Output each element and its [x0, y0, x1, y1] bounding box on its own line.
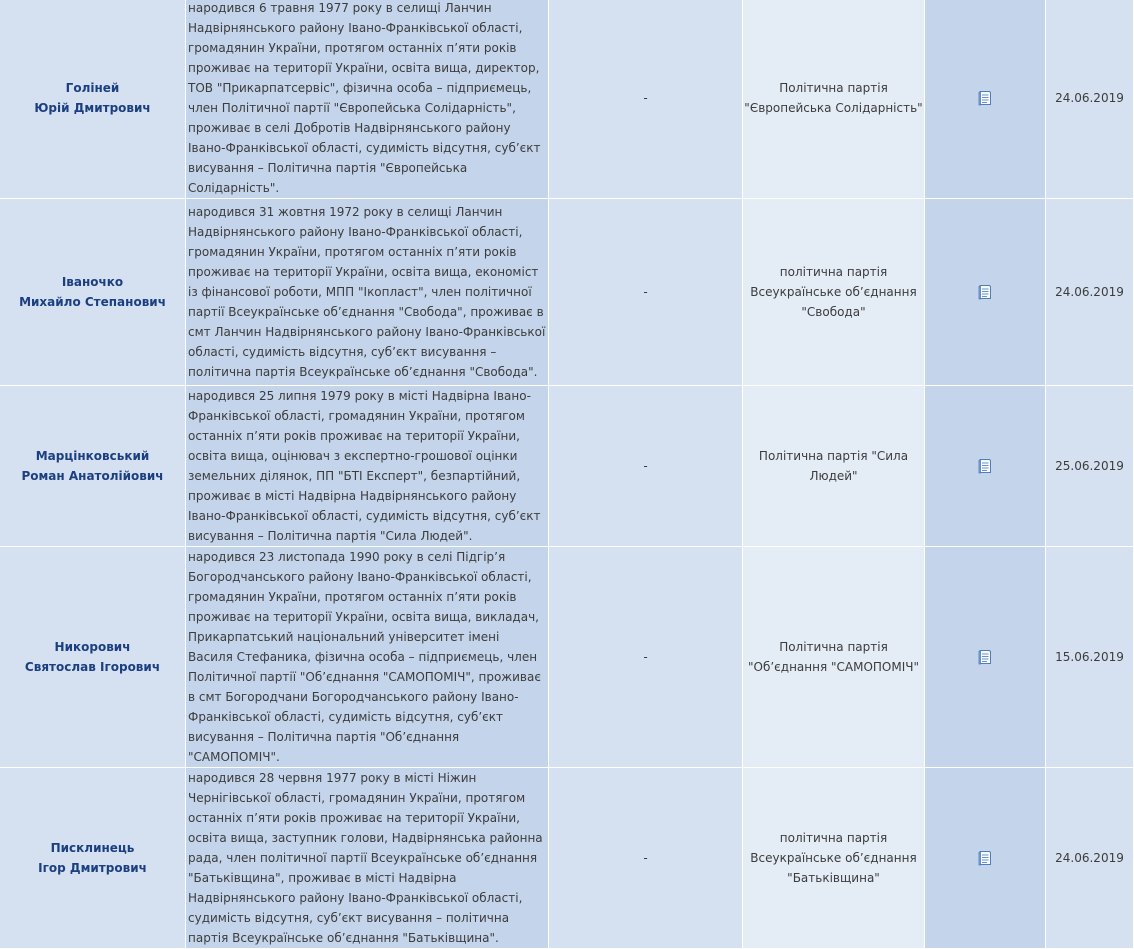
table-row — [0, 768, 1134, 949]
candidate-surname: Никорович — [54, 640, 131, 654]
candidate-given-names: Юрій Дмитрович — [34, 101, 151, 115]
nominating-party: політична партія Всеукраїнське об’єднання "Свобода" — [743, 199, 925, 386]
registration-date: 24.06.2019 — [1046, 199, 1134, 386]
empty-value: - — [549, 199, 743, 386]
nominating-party: Політична партія "Сила Людей" — [743, 386, 925, 547]
candidate-surname: Писклинець — [50, 841, 135, 855]
empty-value: - — [549, 547, 743, 768]
empty-value: - — [549, 386, 743, 547]
table-row — [0, 386, 1134, 547]
candidate-surname: Іваночко — [61, 275, 124, 289]
document-icon[interactable] — [977, 649, 993, 665]
candidate-bio: народився 6 травня 1977 року в селищі Ланчин Надвірнянського району Івано-Франківської області, громадянин України, протягом останніх п’яти років проживає на території України, освіта вища, директор, ТОВ "Прикарпатсервіс", фізична особа – підприємець, член Політичної партії "Європейська Солідарність", проживає в селі Добротів Надвірнянського району Івано-Франківської області, судимість відсутня, суб’єкт висування – Політична партія "Європейська Солідарність". — [186, 0, 549, 199]
candidate-bio: народився 31 жовтня 1972 року в селищі Ланчин Надвірнянського району Івано-Франківської області, громадянин України, протягом останніх п’яти років проживає на території України, освіта вища, економіст із фінансової роботи, МПП "Ікопласт", член політичної партії Всеукраїнське об’єднання "Свобода", проживає в смт Ланчин Надвірнянського району Івано-Франківської області, судимість відсутня, суб’єкт висування – політична партія Всеукраїнське об’єднання "Свобода". — [186, 199, 549, 386]
table-row — [0, 0, 1134, 199]
document-cell — [925, 199, 1046, 386]
candidate-bio: народився 23 листопада 1990 року в селі Підгір’я Богородчанського району Івано-Франківської області, громадянин України, протягом останніх п’яти років проживає на території України, освіта вища, викладач, Прикарпатський національний університет імені Василя Стефаника, фізична особа – підприємець, член Політичної партії "Об’єднання "САМОПОМІЧ", проживає в смт Богородчани Богородчанського району Івано-Франківської області, судимість відсутня, суб’єкт висування – Політична партія "Об’єднання "САМОПОМІЧ". — [186, 547, 549, 768]
candidate-name — [0, 768, 186, 949]
document-cell — [925, 547, 1046, 768]
table-row — [0, 199, 1134, 386]
document-icon[interactable] — [977, 284, 993, 300]
nominating-party: політична партія Всеукраїнське об’єднання "Батьківщина" — [743, 768, 925, 949]
candidate-given-names: Роман Анатолійович — [21, 469, 164, 483]
registration-date: 25.06.2019 — [1046, 386, 1134, 547]
registration-date: 24.06.2019 — [1046, 0, 1134, 199]
candidate-name — [0, 547, 186, 768]
candidate-given-names: Святослав Ігорович — [24, 660, 161, 674]
nominating-party: Політична партія "Об’єднання "САМОПОМІЧ" — [743, 547, 925, 768]
candidate-given-names: Ігор Дмитрович — [38, 861, 147, 875]
candidate-surname: Голіней — [65, 81, 120, 95]
candidate-bio: народився 25 липня 1979 року в місті Надвірна Івано-Франківської області, громадянин України, протягом останніх п’яти років проживає на території України, освіта вища, оцінювач з експертно-грошової оцінки земельних ділянок, ПП "БТІ Експерт", безпартійний, проживає в місті Надвірна Надвірнянського району Івано-Франківської області, судимість відсутня, суб’єкт висування – Політична партія "Сила Людей". — [186, 386, 549, 547]
nominating-party: Політична партія "Європейська Солідарність" — [743, 0, 925, 199]
candidate-name — [0, 199, 186, 386]
document-cell — [925, 0, 1046, 199]
document-cell — [925, 386, 1046, 547]
empty-value: - — [549, 768, 743, 949]
registration-date: 24.06.2019 — [1046, 768, 1134, 949]
registration-date: 15.06.2019 — [1046, 547, 1134, 768]
document-cell — [925, 768, 1046, 949]
candidate-surname: Марцінковський — [35, 449, 150, 463]
empty-value: - — [549, 0, 743, 199]
candidate-name — [0, 386, 186, 547]
document-icon[interactable] — [977, 458, 993, 474]
candidate-name — [0, 0, 186, 199]
table-row — [0, 547, 1134, 768]
document-icon[interactable] — [977, 850, 993, 866]
document-icon[interactable] — [977, 90, 993, 106]
candidate-bio: народився 28 червня 1977 року в місті Ніжин Чернігівської області, громадянин України, протягом останніх п’яти років проживає на території України, освіта вища, заступник голови, Надвірнянська районна рада, член політичної партії Всеукраїнське об’єднання "Батьківщина", проживає в місті Надвірна Надвірнянського району Івано-Франківської області, судимість відсутня, суб’єкт висування – політична партія Всеукраїнське об’єднання "Батьківщина". — [186, 768, 549, 949]
candidate-given-names: Михайло Степанович — [19, 295, 166, 309]
